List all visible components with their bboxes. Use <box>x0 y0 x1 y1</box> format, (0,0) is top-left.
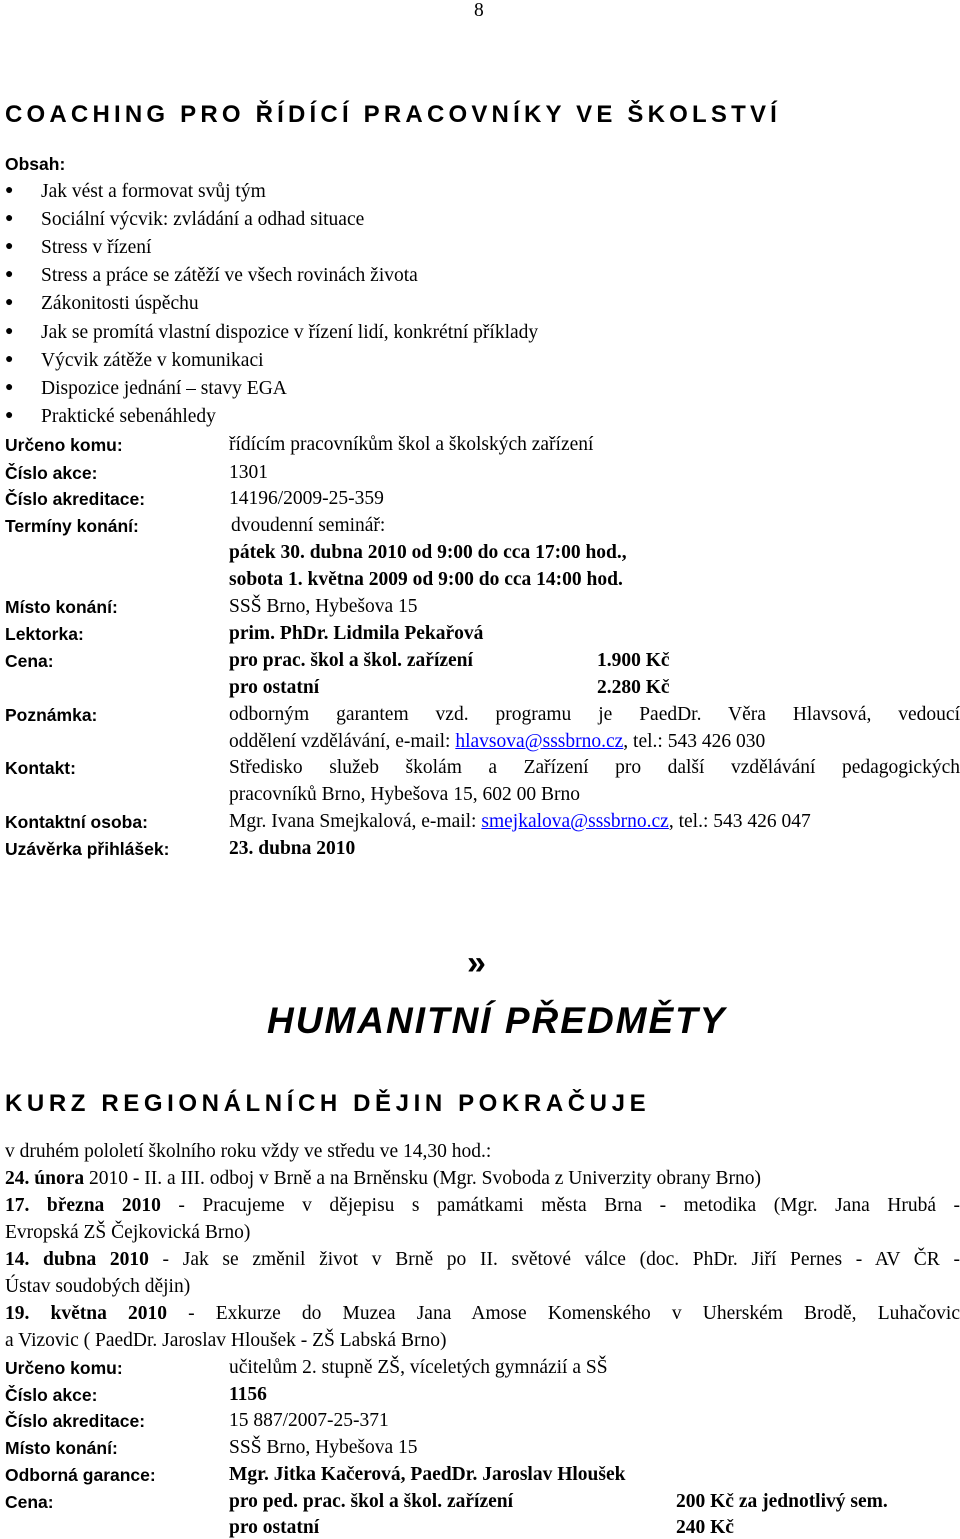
page-number: 8 <box>474 0 484 21</box>
cena-row1-text: pro prac. škol a škol. zařízení <box>229 650 473 671</box>
event-4-line-2: a Vizovic ( PaedDr. Jaroslav Hloušek - ZŠ Labská Brno) <box>5 1330 447 1351</box>
cena2-row2-text: pro ostatní <box>229 1517 320 1538</box>
cislo-akce-value-2: 1156 <box>229 1384 267 1405</box>
bullet-icon: ● <box>5 380 14 395</box>
osoba-email-link[interactable]: smejkalova@sssbrno.cz <box>481 811 669 832</box>
kontakt-line-2: pracovníků Brno, Hybešova 15, 602 00 Brno <box>229 784 580 805</box>
kontaktni-osoba-value: Mgr. Ivana Smejkalová, e-mail: smejkalova@sssbrno.cz, tel.: 543 426 047 <box>229 811 811 832</box>
cena-row2-text: pro ostatní <box>229 677 320 698</box>
bullet-icon: ● <box>5 239 14 254</box>
event-2-line-1: 17. března 2010 - Pracujeme v dějepisu s památkami města Brna - metodika (Mgr. Jana Hrubá - <box>5 1195 960 1216</box>
urceno-value-2: učitelům 2. stupně ZŠ, víceletých gymnázií a SŠ <box>229 1357 608 1378</box>
section-title-humanitni: HUMANITNÍ PŘEDMĚTY <box>267 1000 727 1041</box>
poznamka-line-2: oddělení vzdělávání, e-mail: hlavsova@sssbrno.cz, tel.: 543 426 030 <box>229 731 766 752</box>
section-title-coaching: COACHING PRO ŘÍDÍCÍ PRACOVNÍKY VE ŠKOLSTVÍ <box>5 101 782 128</box>
garance-label: Odborná garance: <box>5 1465 156 1485</box>
misto-label: Místo konání: <box>5 597 118 617</box>
bullet-icon: ● <box>5 324 14 339</box>
misto-label-2: Místo konání: <box>5 1438 118 1458</box>
urceno-value: řídícím pracovníkům škol a školských zařízení <box>229 434 594 455</box>
urceno-label: Určeno komu: <box>5 435 123 455</box>
event-2-line-2: Evropská ZŠ Čejkovická Brno) <box>5 1222 251 1243</box>
cena2-row2-price: 240 Kč <box>676 1517 734 1538</box>
bullet-icon: ● <box>5 183 14 198</box>
terminy-label: Termíny konání: <box>5 516 139 536</box>
obsah-label: Obsah: <box>5 154 66 174</box>
akreditace-value-2: 15 887/2007-25-371 <box>229 1410 389 1431</box>
cena2-row1-price: 200 Kč za jednotlivý sem. <box>676 1491 888 1512</box>
garance-value: Mgr. Jitka Kačerová, PaedDr. Jaroslav Hloušek <box>229 1464 626 1485</box>
cislo-akce-value: 1301 <box>229 462 268 483</box>
cena2-row1-text: pro ped. prac. škol a škol. zařízení <box>229 1491 514 1512</box>
double-chevron-icon: » <box>467 944 486 982</box>
terminy-line-3: sobota 1. května 2009 od 9:00 do cca 14:00 hod. <box>229 569 623 590</box>
event-3-line-2: Ústav soudobých dějin) <box>5 1276 191 1297</box>
misto-value-2: SSŠ Brno, Hybešova 15 <box>229 1437 418 1458</box>
bullet-icon: ● <box>5 267 14 282</box>
poznamka-label: Poznámka: <box>5 705 98 725</box>
terminy-line-1: dvoudenní seminář: <box>231 515 386 536</box>
kontaktni-osoba-label: Kontaktní osoba: <box>5 812 148 832</box>
event-4-line-1: 19. května 2010 - Exkurze do Muzea Jana Amose Komenského v Uherském Brodě, Luhačovic <box>5 1303 960 1324</box>
cena-row2-price: 2.280 Kč <box>597 677 670 698</box>
akreditace-value: 14196/2009-25-359 <box>229 488 384 509</box>
event-3-line-1: 14. dubna 2010 - Jak se změnil život v Brně po II. světové válce (doc. PhDr. Jiří Pernes - AV ČR - <box>5 1249 960 1270</box>
cena-row1-price: 1.900 Kč <box>597 650 670 671</box>
bullet-icon: ● <box>5 211 14 226</box>
cena-label: Cena: <box>5 651 54 671</box>
urceno-label-2: Určeno komu: <box>5 1358 123 1378</box>
poznamka-line-1: odborným garantem vzd. programu je PaedDr. Věra Hlavsová, vedoucí <box>229 704 960 725</box>
cislo-akce-label: Číslo akce: <box>5 463 98 483</box>
akreditace-label: Číslo akreditace: <box>5 489 146 509</box>
cislo-akce-label-2: Číslo akce: <box>5 1385 98 1405</box>
bullet-icon: ● <box>5 408 14 423</box>
kontakt-label: Kontakt: <box>5 758 76 778</box>
uzaverka-label: Uzávěrka přihlášek: <box>5 839 170 859</box>
bullet-icon: ● <box>5 352 14 367</box>
terminy-line-2: pátek 30. dubna 2010 od 9:00 do cca 17:00 hod., <box>229 542 627 563</box>
lektorka-value: prim. PhDr. Lidmila Pekařová <box>229 623 484 644</box>
kontakt-line-1: Středisko služeb školám a Zařízení pro další vzdělávání pedagogických <box>229 757 960 778</box>
uzaverka-value: 23. dubna 2010 <box>229 838 356 859</box>
section-title-kurz: KURZ REGIONÁLNÍCH DĚJIN POKRAČUJE <box>5 1090 651 1117</box>
misto-value: SSŠ Brno, Hybešova 15 <box>229 596 418 617</box>
poznamka-email-link[interactable]: hlavsova@sssbrno.cz <box>455 731 624 752</box>
kurz-intro: v druhém pololetí školního roku vždy ve středu ve 14,30 hod.: <box>5 1141 492 1162</box>
cena-label-2: Cena: <box>5 1492 54 1512</box>
akreditace-label-2: Číslo akreditace: <box>5 1411 146 1431</box>
bullet-icon: ● <box>5 295 14 310</box>
lektorka-label: Lektorka: <box>5 624 84 644</box>
event-1: 24. února 2010 - II. a III. odboj v Brně a na Brněnsku (Mgr. Svoboda z Univerzity obrany Brno) <box>5 1168 762 1189</box>
